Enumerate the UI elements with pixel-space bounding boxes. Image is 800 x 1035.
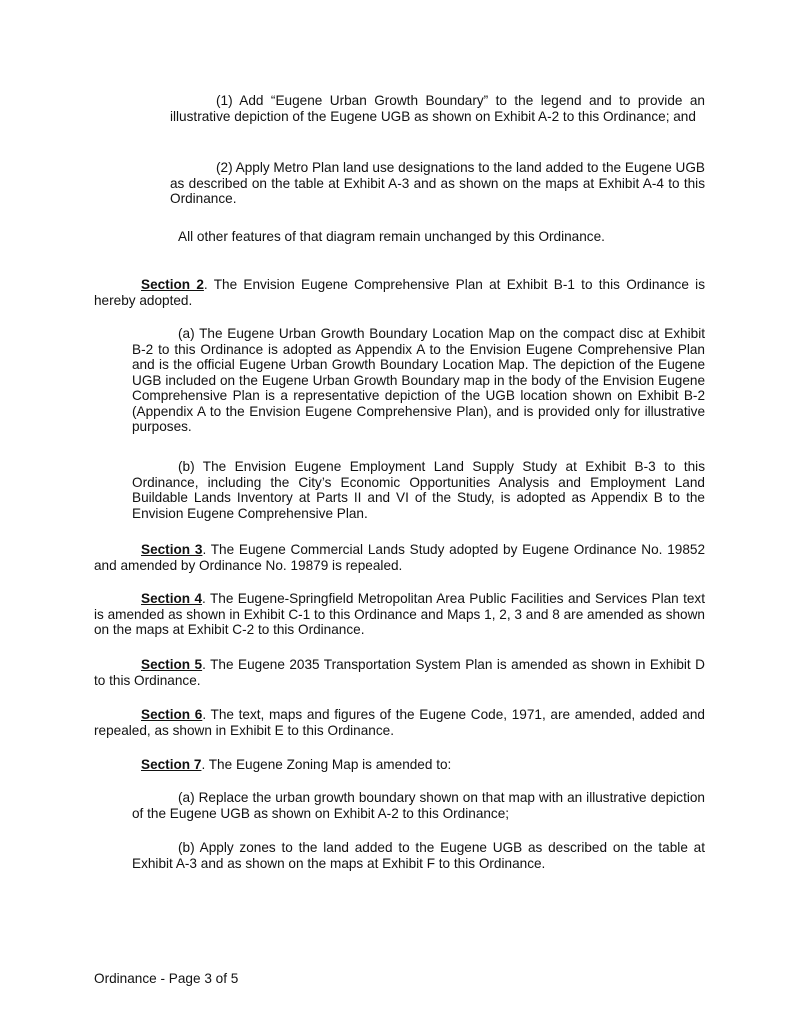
section-7b-paragraph <box>132 840 705 871</box>
section-7-paragraph <box>94 757 705 773</box>
page-footer: Ordinance - Page 3 of 5 <box>94 971 239 986</box>
diagram-closing-text: All other features of that diagram remain unchanged by this Ordinance. <box>178 229 605 244</box>
section-7b-text: (b) Apply zones to the land added to the Eugene UGB as described on the table at Exhibit A-3 and as shown on the maps at Exhibit F to this Ordinance. <box>132 840 705 871</box>
section-2-heading: Section 2 <box>141 277 204 292</box>
section-5-text: . The Eugene 2035 Transportation System Plan is amended as shown in Exhibit D to this Ordinance. <box>94 657 705 688</box>
section-7a-paragraph <box>132 790 705 821</box>
section-5-paragraph <box>94 657 705 688</box>
section-2b-text: (b) The Envision Eugene Employment Land Supply Study at Exhibit B-3 to this Ordinance, including the City’s Economic Opportunities Analysis and Employment Land Buildable Lands Inventory at Parts II and VI of the Study, is adopted as Appendix B to the Envision Eugene Comprehensive Plan. <box>132 459 705 521</box>
section-5-heading: Section 5 <box>141 657 203 672</box>
item-2-text: (2) Apply Metro Plan land use designations to the land added to the Eugene UGB as described on the table at Exhibit A-3 and as shown on the maps at Exhibit A-4 to this Ordinance. <box>170 160 705 206</box>
section-6-text: . The text, maps and figures of the Eugene Code, 1971, are amended, added and repealed, as shown in Exhibit E to this Ordinance. <box>94 707 705 738</box>
section-6-paragraph <box>94 707 705 738</box>
item-2-paragraph <box>170 160 705 207</box>
section-7-heading: Section 7 <box>141 757 202 772</box>
section-4-text: . The Eugene-Springfield Metropolitan Area Public Facilities and Services Plan text is amended as shown in Exhibit C-1 to this Ordinance and Maps 1, 2, 3 and 8 are amended as shown on the maps at Exhibit C-2 to this Ordinance. <box>94 591 705 637</box>
section-7-text: . The Eugene Zoning Map is amended to: <box>201 757 452 772</box>
section-3-text: . The Eugene Commercial Lands Study adopted by Eugene Ordinance No. 19852 and amended by Ordinance No. 19879 is repealed. <box>94 542 706 573</box>
section-3-heading: Section 3 <box>141 542 203 557</box>
section-2-paragraph <box>94 277 705 308</box>
section-3-paragraph <box>94 542 705 573</box>
section-2-text: . The Envision Eugene Comprehensive Plan at Exhibit B-1 to this Ordinance is hereby adopted. <box>94 277 705 308</box>
section-7a-text: (a) Replace the urban growth boundary shown on that map with an illustrative depiction of the Eugene UGB as shown on Exhibit A-2 to this Ordinance; <box>132 790 705 821</box>
section-2a-text: (a) The Eugene Urban Growth Boundary Location Map on the compact disc at Exhibit B-2 to this Ordinance is adopted as Appendix A to the Envision Eugene Comprehensive Plan and is the official Eugene Urban Growth Boundary Location Map. The depiction of the Eugene UGB included on the Eugene Urban Growth Boundary map in the body of the Envision Eugene Comprehensive Plan is a representative depiction of the UGB location shown on Exhibit B-2 (Appendix A to the Envision Eugene Comprehensive Plan), and is provided only for illustrative purposes. <box>132 326 705 434</box>
section-4-paragraph <box>94 591 705 638</box>
section-4-heading: Section 4 <box>141 591 203 606</box>
item-1-paragraph <box>170 93 705 124</box>
section-2b-paragraph <box>132 459 705 521</box>
item-1-text: (1) Add “Eugene Urban Growth Boundary” to the legend and to provide an illustrative depiction of the Eugene UGB as shown on Exhibit A-2 to this Ordinance; and <box>170 93 705 124</box>
section-6-heading: Section 6 <box>141 707 203 722</box>
section-2a-paragraph <box>132 326 705 435</box>
